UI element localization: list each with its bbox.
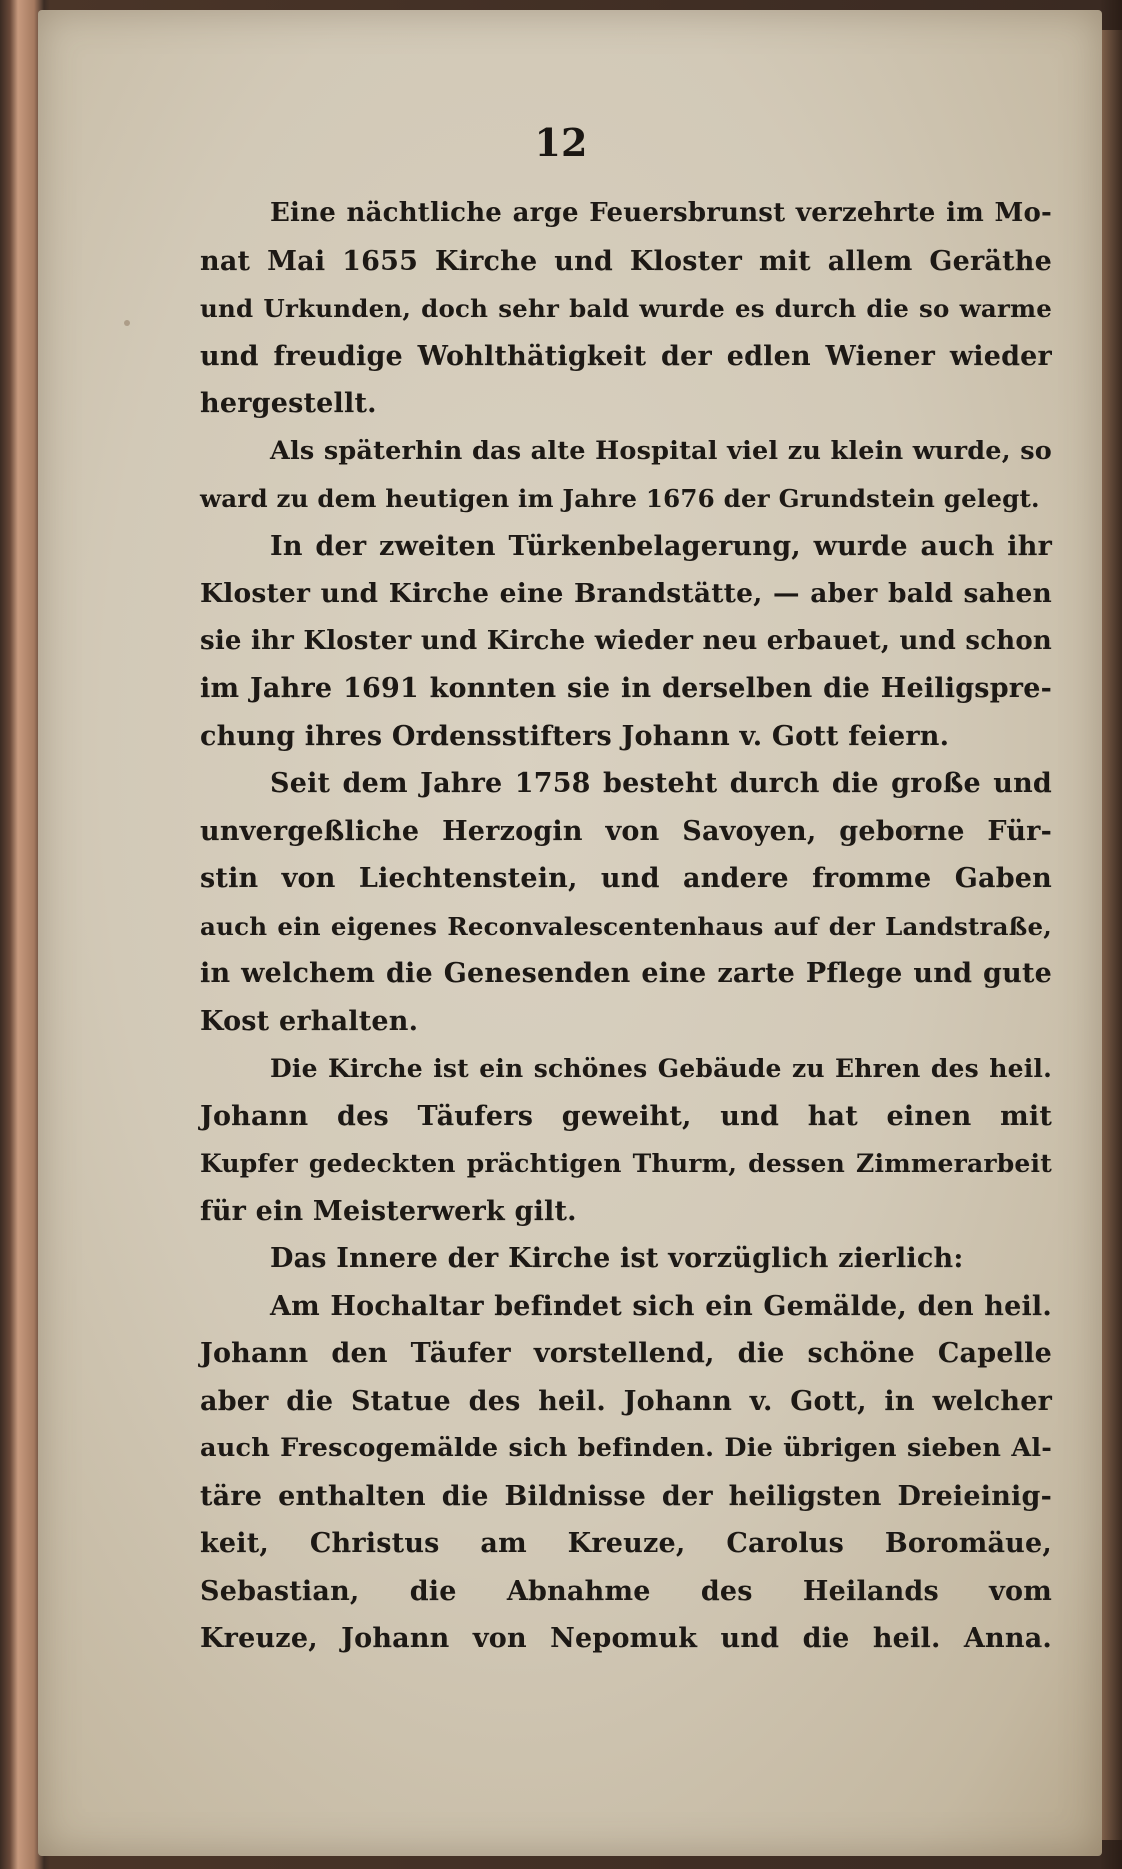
text-line: Kloster und Kirche eine Brandstätte, — aber bald sahen (200, 578, 1052, 609)
text-line: und freudige Wohlthätigkeit der edlen Wiener wieder (200, 340, 1052, 372)
text-line: ward zu dem heutigen im Jahre 1676 der Grundstein gelegt. (200, 484, 1040, 513)
text-line: Eine nächtliche arge Feuersbrunst verzehrte im Mo- (270, 198, 1052, 228)
text-line: in welchem die Genesenden eine zarte Pflege und gute (200, 958, 1052, 989)
text-line: Das Innere der Kirche ist vorzüglich zierlich: (270, 1243, 964, 1274)
text-line: auch Frescogemälde sich befinden. Die übrigen sieben Al- (200, 1433, 1052, 1463)
text-line: aber die Statue des heil. Johann v. Gott, in welcher (200, 1385, 1052, 1417)
text-line: Kupfer gedeckten prächtigen Thurm, dessen Zimmerarbeit (200, 1149, 1052, 1178)
text-line: Sebastian, die Abnahme des Heilands vom (200, 1575, 1052, 1607)
text-line: Johann des Täufers geweiht, und hat einen mit (200, 1100, 1052, 1132)
text-line: stin von Liechtenstein, und andere fromme Gaben (200, 863, 1052, 894)
text-line: sie ihr Kloster und Kirche wieder neu erbauet, und schon (200, 625, 1052, 656)
text-line: keit, Christus am Kreuze, Carolus Boromäue, (200, 1528, 1052, 1559)
paper-stain (124, 320, 130, 326)
text-line: Die Kirche ist ein schönes Gebäude zu Ehren des heil. (270, 1054, 1052, 1083)
text-line: unvergeßliche Herzogin von Savoyen, geborne Für- (200, 815, 1052, 847)
text-line: Seit dem Jahre 1758 besteht durch die große und (270, 768, 1052, 799)
text-line: nat Mai 1655 Kirche und Kloster mit allem Geräthe (200, 245, 1052, 277)
text-line: für ein Meisterwerk gilt. (200, 1195, 577, 1227)
text-line: chung ihres Ordensstifters Johann v. Gott feiern. (200, 720, 950, 752)
text-line: In der zweiten Türkenbelagerung, wurde auch ihr (270, 530, 1052, 562)
page-number: 12 (534, 120, 588, 165)
text-line: und Urkunden, doch sehr bald wurde es durch die so warme (200, 294, 1052, 323)
text-line: hergestellt. (200, 388, 377, 419)
text-line: Kreuze, Johann von Nepomuk und die heil. Anna. (200, 1623, 1052, 1654)
text-line: im Jahre 1691 konnten sie in derselben die Heiligspre- (200, 673, 1052, 704)
text-line: Als späterhin das alte Hospital viel zu klein wurde, so (270, 435, 1052, 466)
body-text (200, 190, 1052, 1663)
text-line: Johann den Täufer vorstellend, die schöne Capelle (200, 1338, 1052, 1369)
text-line: auch ein eigenes Reconvalescentenhaus auf der Landstraße, (200, 911, 1052, 941)
text-line: täre enthalten die Bildnisse der heiligsten Dreieinig- (200, 1480, 1052, 1512)
text-line: Kost erhalten. (200, 1005, 419, 1037)
text-line: Am Hochaltar befindet sich ein Gemälde, den heil. (270, 1290, 1052, 1322)
